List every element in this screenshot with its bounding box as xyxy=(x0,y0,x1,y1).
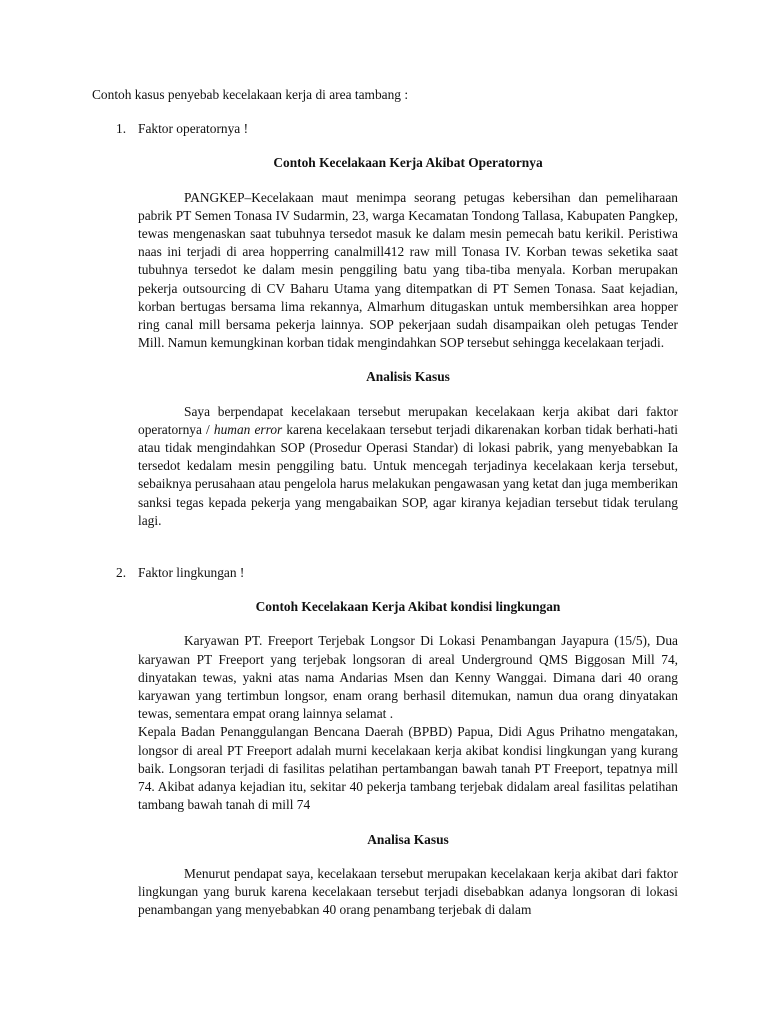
analysis-text-part-1: Saya berpendapat kecelakaan tersebut merupakan kecelakaan kerja akibat dari faktor operatornya / xyxy=(138,403,678,437)
list-heading-2: Faktor lingkungan ! xyxy=(138,565,245,581)
case-paragraph-operator: PANGKEP–Kecelakaan maut menimpa seorang petugas kebersihan dan pemeliharaan pabrik PT Semen Tonasa IV Sudarmin, 23, warga Kecamatan Tondong Tallasa, Kabupaten Pangkep, tewas mengenaskan saat tubuhnya tersedot masuk ke dalam mesin pemecah batu kerikil. Peristiwa naas ini terjadi di area hopperring canalmill412 raw mill Tonasa IV. Korban tewas seketika saat tubuhnya tersedot ke dalam mesin penggiling batu yang tiba-tiba menyala. Korban merupakan pekerja outsourcing di CV Baharu Utama yang ditempatkan di PT Semen Tonasa. Saat kejadian, korban bertugas bersama lima rekannya, Almarhum ditugaskan untuk membersihkan area hopper ring canal mill bersama pekerja lainnya. SOP pekerjaan sudah disampaikan oleh petugas Tender Mill. Namun kemungkinan korban tidak mengindahkan SOP tersebut sehingga kecelakaan terjadi. xyxy=(138,189,678,351)
list-heading-1: Faktor operatornya ! xyxy=(138,121,249,137)
list-number-1: 1. xyxy=(116,121,127,137)
analysis-title-operator: Analisis Kasus xyxy=(366,369,450,385)
intro-text: Contoh kasus penyebab kecelakaan kerja di area tambang : xyxy=(92,87,409,102)
analysis-title-environment: Analisa Kasus xyxy=(367,831,449,847)
section-title-operator: Contoh Kecelakaan Kerja Akibat Operatornya xyxy=(273,155,543,171)
section-title-environment: Contoh Kecelakaan Kerja Akibat kondisi lingkungan xyxy=(255,599,561,615)
analysis-emphasis: human error xyxy=(213,421,283,437)
list-item-1 xyxy=(92,120,678,138)
list-item-2 xyxy=(92,564,678,582)
list-number-2: 2. xyxy=(116,565,127,581)
analysis-text-part-2: karena kecelakaan tersebut terjadi dikarenakan korban tidak berhati-hati atau tidak mengindahkan SOP (Prosedur Operasi Standar) di lokasi pabrik, yang menyebabkan Ia tersedot kedalam mesin penggiling batu. Untuk mencegah terjadinya kecelakaan kerja tersebut, sebaiknya perusahaan atau pengelola harus melakukan pengawasan yang ketat dan juga memberikan sanksi tegas kepada pekerja yang mengabaikan SOP, agar kiranya kejadian tersebut tidak terulang lagi. xyxy=(138,421,678,528)
analysis-paragraph-operator xyxy=(138,403,678,530)
case-paragraph-environment: Karyawan PT. Freeport Terjebak Longsor Di Lokasi Penambangan Jayapura (15/5), Dua karyawan PT Freeport yang terjebak longsoran di areal Underground QMS Biggosan Mill 74, dinyatakan tewas, yakni atas nama Andarias Msen dan Kenny Wanggai. Dimana dari 40 orang karyawan yang tertimbun longsor, enam orang berhasil ditemukan, namun dua orang dinyatakan tewas, sementara empat orang lainnya selamat . xyxy=(138,633,678,722)
case-paragraph-environment-2: Kepala Badan Penanggulangan Bencana Daerah (BPBD) Papua, Didi Agus Prihatno mengatakan, longsor di areal PT Freeport adalah murni kecelakaan kerja akibat kondisi lingkungan yang kurang baik. Longsoran terjadi di fasilitas pelatihan pertambangan bawah tanah PT Freeport, tepatnya mill 74. Akibat adanya kejadian itu, sekitar 40 pekerja tambang terjebak didalam areal fasilitas pelatihan tambang bawah tanah di mill 74 xyxy=(138,724,678,813)
analysis-paragraph-environment: Menurut pendapat saya, kecelakaan tersebut merupakan kecelakaan kerja akibat dari faktor lingkungan yang buruk karena kecelakaan tersebut terjadi disebabkan adanya longsoran di lokasi penambangan yang menyebabkan 40 orang penambang terjebak di dalam xyxy=(138,865,678,918)
